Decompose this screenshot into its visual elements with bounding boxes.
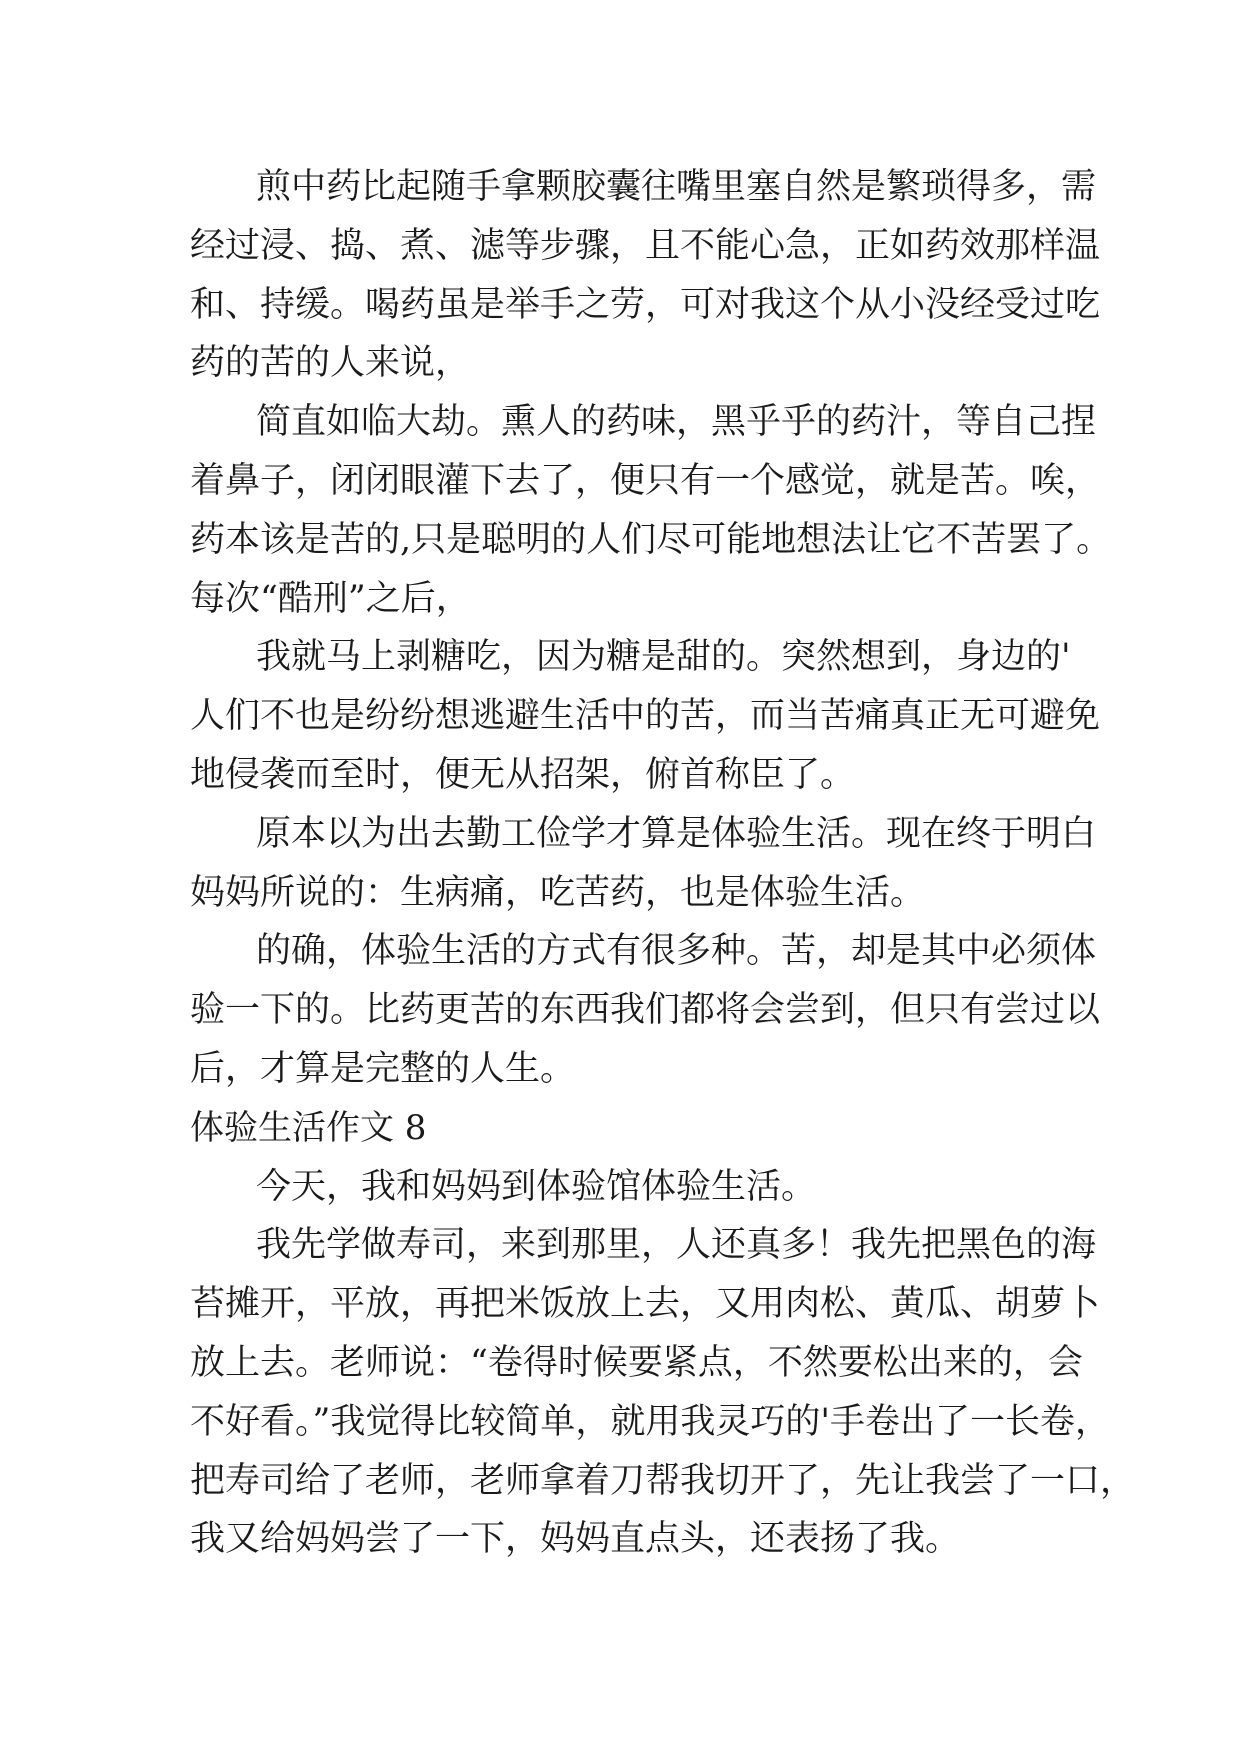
text-line: 验一下的。比药更苦的东西我们都将会尝到，但只有尝过以 xyxy=(190,990,1101,1031)
text-line: 药本该是苦的,只是聪明的人们尽可能地想法让它不苦罢了。 xyxy=(190,519,1112,560)
text-line: 的确，体验生活的方式有很多种。苦，却是其中必须体 xyxy=(256,931,1097,972)
text-line: 我先学做寿司，来到那里，人还真多！我先把黑色的海 xyxy=(256,1225,1097,1266)
text-line: 和、持缓。喝药虽是举手之劳，可对我这个从小没经受过吃 xyxy=(190,284,1101,325)
text-line: 原本以为出去勤工俭学才算是体验生活。现在终于明白 xyxy=(256,813,1097,854)
text-line: 今天，我和妈妈到体验馆体验生活。 xyxy=(256,1166,817,1207)
text-line: 地侵袭而至时，便无从招架，俯首称臣了。 xyxy=(190,754,856,795)
text-line: 我就马上剥糖吃，因为糖是甜的。突然想到，身边的' xyxy=(256,637,1071,678)
section-heading: 体验生活作文 8 xyxy=(190,1107,427,1148)
text-line: 妈妈所说的：生病痛，吃苦药，也是体验生活。 xyxy=(190,872,926,913)
text-line: 着鼻子，闭闭眼灌下去了，便只有一个感觉，就是苦。唉， xyxy=(190,460,1101,501)
text-line: 放上去。老师说：“卷得时候要紧点，不然要松出来的，会 xyxy=(190,1342,1083,1383)
text-line: 药的苦的人来说， xyxy=(190,343,471,384)
text-line: 每次“酷刑”之后， xyxy=(190,578,471,619)
text-line: 我又给妈妈尝了一下，妈妈直点头，还表扬了我。 xyxy=(190,1519,961,1560)
text-line: 简直如临大劫。熏人的药味，黑乎乎的药汁，等自己捏 xyxy=(256,402,1097,443)
essay-body xyxy=(190,158,1136,1569)
text-line: 苔摊开，平放，再把米饭放上去，又用肉松、黄瓜、胡萝卜 xyxy=(190,1284,1101,1325)
text-line: 人们不也是纷纷想逃避生活中的苦，而当苦痛真正无可避免 xyxy=(190,696,1101,737)
text-line: 后，才算是完整的人生。 xyxy=(190,1048,576,1089)
text-line: 煎中药比起随手拿颗胶囊往嘴里塞自然是繁琐得多，需 xyxy=(256,167,1097,207)
text-line: 不好看。”我觉得比较简单，就用我灵巧的'手卷出了一长卷， xyxy=(190,1401,1111,1442)
text-line: 把寿司给了老师，老师拿着刀帮我切开了，先让我尝了一口， xyxy=(190,1460,1136,1501)
text-line: 经过浸、捣、煮、滤等步骤，且不能心急，正如药效那样温 xyxy=(190,225,1101,266)
